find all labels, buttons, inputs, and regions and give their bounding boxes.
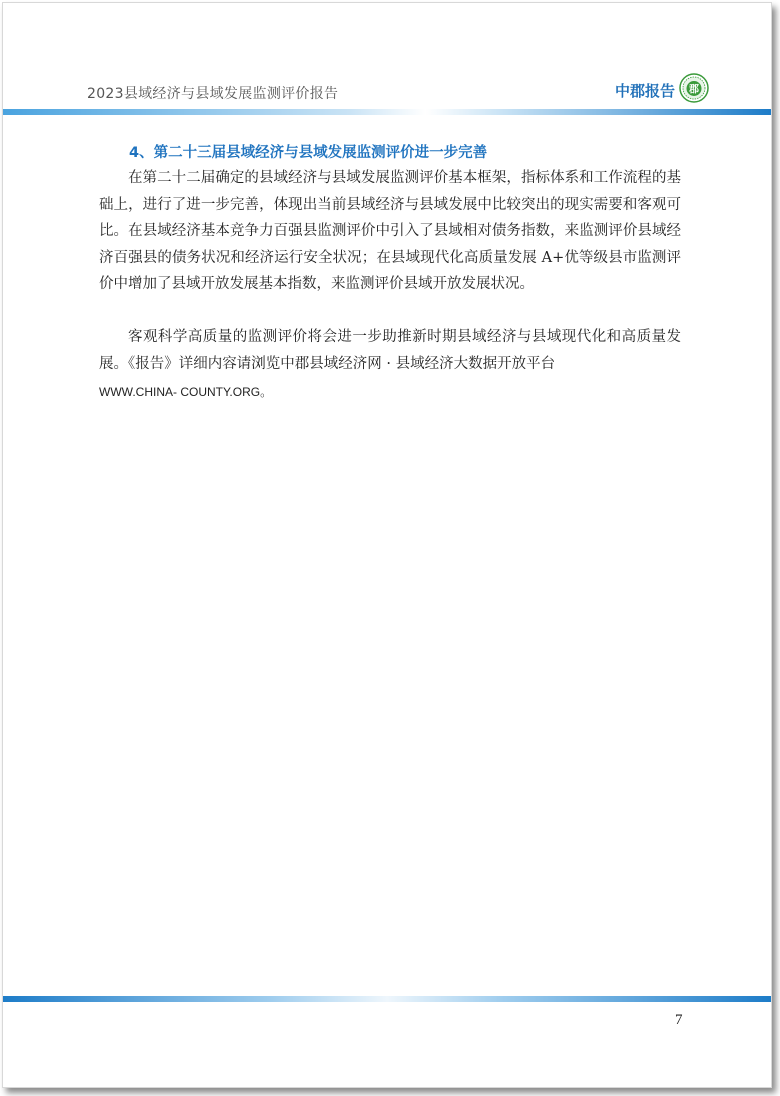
paragraph-1: 在第二十二届确定的县域经济与县域发展监测评价基本框架，指标体系和工作流程的基础上，进行了进一步完善，体现出当前县域经济与县域发展中比较突出的现实需要和客观可比。在县域经济基本竞争力百强县监测评价中引入了县域相对债务指数，来监测评价县域经济百强县的债务状况和经济运行安全状况；在县域现代化高质量发展 A+优等级县市监测评价中增加了县域开放发展基本指数，来监测评价县域开放发展状况。: [99, 170, 681, 292]
header-brand: 中郡报告: [615, 82, 676, 100]
section-heading: 4、第二十三届县域经济与县域发展监测评价进一步完善: [129, 145, 488, 161]
document-page: [2, 2, 772, 1088]
website-url: WWW.CHINA- COUNTY.ORG。: [99, 385, 273, 399]
seal-logo-icon: [679, 73, 709, 103]
seal-char: 郡: [689, 84, 699, 96]
paragraph-2: 客观科学高质量的监测评价将会进一步助推新时期县域经济与县域现代化和高质量发展。《报告》详细内容请浏览中郡县域经济网 · 县域经济大数据开放平台: [99, 329, 681, 372]
page-number: 7: [675, 1012, 683, 1028]
footer-divider-bar: [3, 996, 771, 1002]
header-title: 2023县域经济与县域发展监测评价报告: [87, 86, 339, 102]
header-divider-bar: [3, 109, 771, 115]
